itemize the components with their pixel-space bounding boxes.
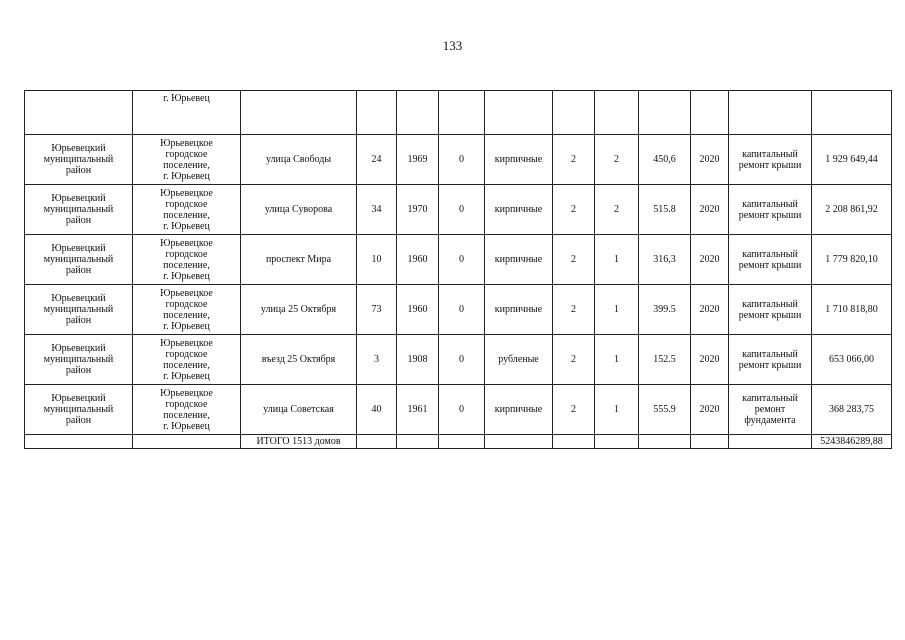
settlement-cell: Юрьевецкое городское поселение, г. Юрьевец bbox=[133, 285, 241, 335]
plan-year-cell: 2020 bbox=[691, 135, 729, 185]
district-cell bbox=[25, 435, 133, 449]
address-cell: улица 25 Октября bbox=[241, 285, 357, 335]
floors-cell: 2 bbox=[553, 285, 595, 335]
cost-cell: 1 710 818,80 bbox=[812, 285, 892, 335]
plan-year-cell: 2020 bbox=[691, 335, 729, 385]
address-cell: въезд 25 Октября bbox=[241, 335, 357, 385]
cost-cell: 1 779 820,10 bbox=[812, 235, 892, 285]
plan-year-cell bbox=[691, 435, 729, 449]
plan-year-cell: 2020 bbox=[691, 185, 729, 235]
floors-cell bbox=[553, 435, 595, 449]
house-number-cell bbox=[357, 91, 397, 135]
year-cell bbox=[397, 435, 439, 449]
district-cell: Юрьевецкий муниципальный район bbox=[25, 235, 133, 285]
wall-material-cell: кирпичные bbox=[485, 385, 553, 435]
wall-material-cell: кирпичные bbox=[485, 185, 553, 235]
district-cell: Юрьевецкий муниципальный район bbox=[25, 185, 133, 235]
settlement-cell: Юрьевецкое городское поселение, г. Юрьевец bbox=[133, 135, 241, 185]
entrances-cell bbox=[595, 91, 639, 135]
settlement-cell: Юрьевецкое городское поселение, г. Юрьевец bbox=[133, 385, 241, 435]
total-amount: 5243846289,88 bbox=[812, 435, 892, 449]
house-number-cell: 40 bbox=[357, 385, 397, 435]
column-6-cell: 0 bbox=[439, 235, 485, 285]
column-6-cell: 0 bbox=[439, 335, 485, 385]
year-cell: 1969 bbox=[397, 135, 439, 185]
plan-year-cell: 2020 bbox=[691, 285, 729, 335]
floors-cell: 2 bbox=[553, 135, 595, 185]
area-cell: 316,3 bbox=[639, 235, 691, 285]
table-row bbox=[25, 385, 892, 435]
floors-cell: 2 bbox=[553, 235, 595, 285]
address-cell: улица Суворова bbox=[241, 185, 357, 235]
house-number-cell: 73 bbox=[357, 285, 397, 335]
floors-cell bbox=[553, 91, 595, 135]
cost-cell: 368 283,75 bbox=[812, 385, 892, 435]
district-cell bbox=[25, 91, 133, 135]
entrances-cell: 1 bbox=[595, 235, 639, 285]
cost-cell: 2 208 861,92 bbox=[812, 185, 892, 235]
address-cell: проспект Мира bbox=[241, 235, 357, 285]
address-cell: улица Советская bbox=[241, 385, 357, 435]
area-cell: 450,6 bbox=[639, 135, 691, 185]
floors-cell: 2 bbox=[553, 385, 595, 435]
total-row bbox=[25, 435, 892, 449]
work-type-cell: капитальный ремонт крыши bbox=[729, 285, 812, 335]
work-type-cell bbox=[729, 435, 812, 449]
address-cell: улица Свободы bbox=[241, 135, 357, 185]
table-row bbox=[25, 135, 892, 185]
continuation-row bbox=[25, 91, 892, 135]
house-number-cell: 24 bbox=[357, 135, 397, 185]
table-row bbox=[25, 285, 892, 335]
column-6-cell: 0 bbox=[439, 285, 485, 335]
column-6-cell: 0 bbox=[439, 185, 485, 235]
table-body bbox=[25, 91, 892, 449]
entrances-cell: 2 bbox=[595, 135, 639, 185]
house-number-cell: 3 bbox=[357, 335, 397, 385]
district-cell: Юрьевецкий муниципальный район bbox=[25, 335, 133, 385]
house-number-cell: 10 bbox=[357, 235, 397, 285]
year-cell: 1961 bbox=[397, 385, 439, 435]
area-cell: 152.5 bbox=[639, 335, 691, 385]
wall-material-cell bbox=[485, 435, 553, 449]
total-label: ИТОГО 1513 домов bbox=[241, 435, 357, 449]
page-number: 133 bbox=[442, 38, 463, 53]
settlement-cell: г. Юрьевец bbox=[133, 91, 241, 135]
entrances-cell: 1 bbox=[595, 385, 639, 435]
area-cell bbox=[639, 91, 691, 135]
column-6-cell bbox=[439, 91, 485, 135]
work-type-cell: капитальный ремонт крыши bbox=[729, 135, 812, 185]
work-type-cell: капитальный ремонт крыши bbox=[729, 335, 812, 385]
year-cell: 1960 bbox=[397, 235, 439, 285]
column-6-cell: 0 bbox=[439, 135, 485, 185]
table-row bbox=[25, 335, 892, 385]
wall-material-cell: кирпичные bbox=[485, 235, 553, 285]
house-number-cell: 34 bbox=[357, 185, 397, 235]
entrances-cell: 1 bbox=[595, 335, 639, 385]
settlement-cell: Юрьевецкое городское поселение, г. Юрьевец bbox=[133, 185, 241, 235]
year-cell: 1960 bbox=[397, 285, 439, 335]
entrances-cell bbox=[595, 435, 639, 449]
cost-cell: 653 066,00 bbox=[812, 335, 892, 385]
area-cell: 399.5 bbox=[639, 285, 691, 335]
year-cell: 1970 bbox=[397, 185, 439, 235]
settlement-cell bbox=[133, 435, 241, 449]
table-row bbox=[25, 185, 892, 235]
area-cell bbox=[639, 435, 691, 449]
year-cell bbox=[397, 91, 439, 135]
wall-material-cell: кирпичные bbox=[485, 135, 553, 185]
entrances-cell: 2 bbox=[595, 185, 639, 235]
column-6-cell: 0 bbox=[439, 385, 485, 435]
wall-material-cell bbox=[485, 91, 553, 135]
cost-cell: 1 929 649,44 bbox=[812, 135, 892, 185]
house-number-cell bbox=[357, 435, 397, 449]
floors-cell: 2 bbox=[553, 335, 595, 385]
plan-year-cell: 2020 bbox=[691, 235, 729, 285]
work-type-cell: капитальный ремонт фундамента bbox=[729, 385, 812, 435]
address-cell bbox=[241, 91, 357, 135]
table-row bbox=[25, 235, 892, 285]
housing-repair-table bbox=[24, 90, 892, 449]
wall-material-cell: кирпичные bbox=[485, 285, 553, 335]
work-type-cell: капитальный ремонт крыши bbox=[729, 185, 812, 235]
wall-material-cell: рубленые bbox=[485, 335, 553, 385]
area-cell: 555.9 bbox=[639, 385, 691, 435]
area-cell: 515.8 bbox=[639, 185, 691, 235]
district-cell: Юрьевецкий муниципальный район bbox=[25, 385, 133, 435]
year-cell: 1908 bbox=[397, 335, 439, 385]
district-cell: Юрьевецкий муниципальный район bbox=[25, 285, 133, 335]
plan-year-cell bbox=[691, 91, 729, 135]
settlement-cell: Юрьевецкое городское поселение, г. Юрьевец bbox=[133, 335, 241, 385]
entrances-cell: 1 bbox=[595, 285, 639, 335]
cost-cell bbox=[812, 91, 892, 135]
plan-year-cell: 2020 bbox=[691, 385, 729, 435]
floors-cell: 2 bbox=[553, 185, 595, 235]
column-6-cell bbox=[439, 435, 485, 449]
settlement-cell: Юрьевецкое городское поселение, г. Юрьевец bbox=[133, 235, 241, 285]
work-type-cell: капитальный ремонт крыши bbox=[729, 235, 812, 285]
district-cell: Юрьевецкий муниципальный район bbox=[25, 135, 133, 185]
work-type-cell bbox=[729, 91, 812, 135]
